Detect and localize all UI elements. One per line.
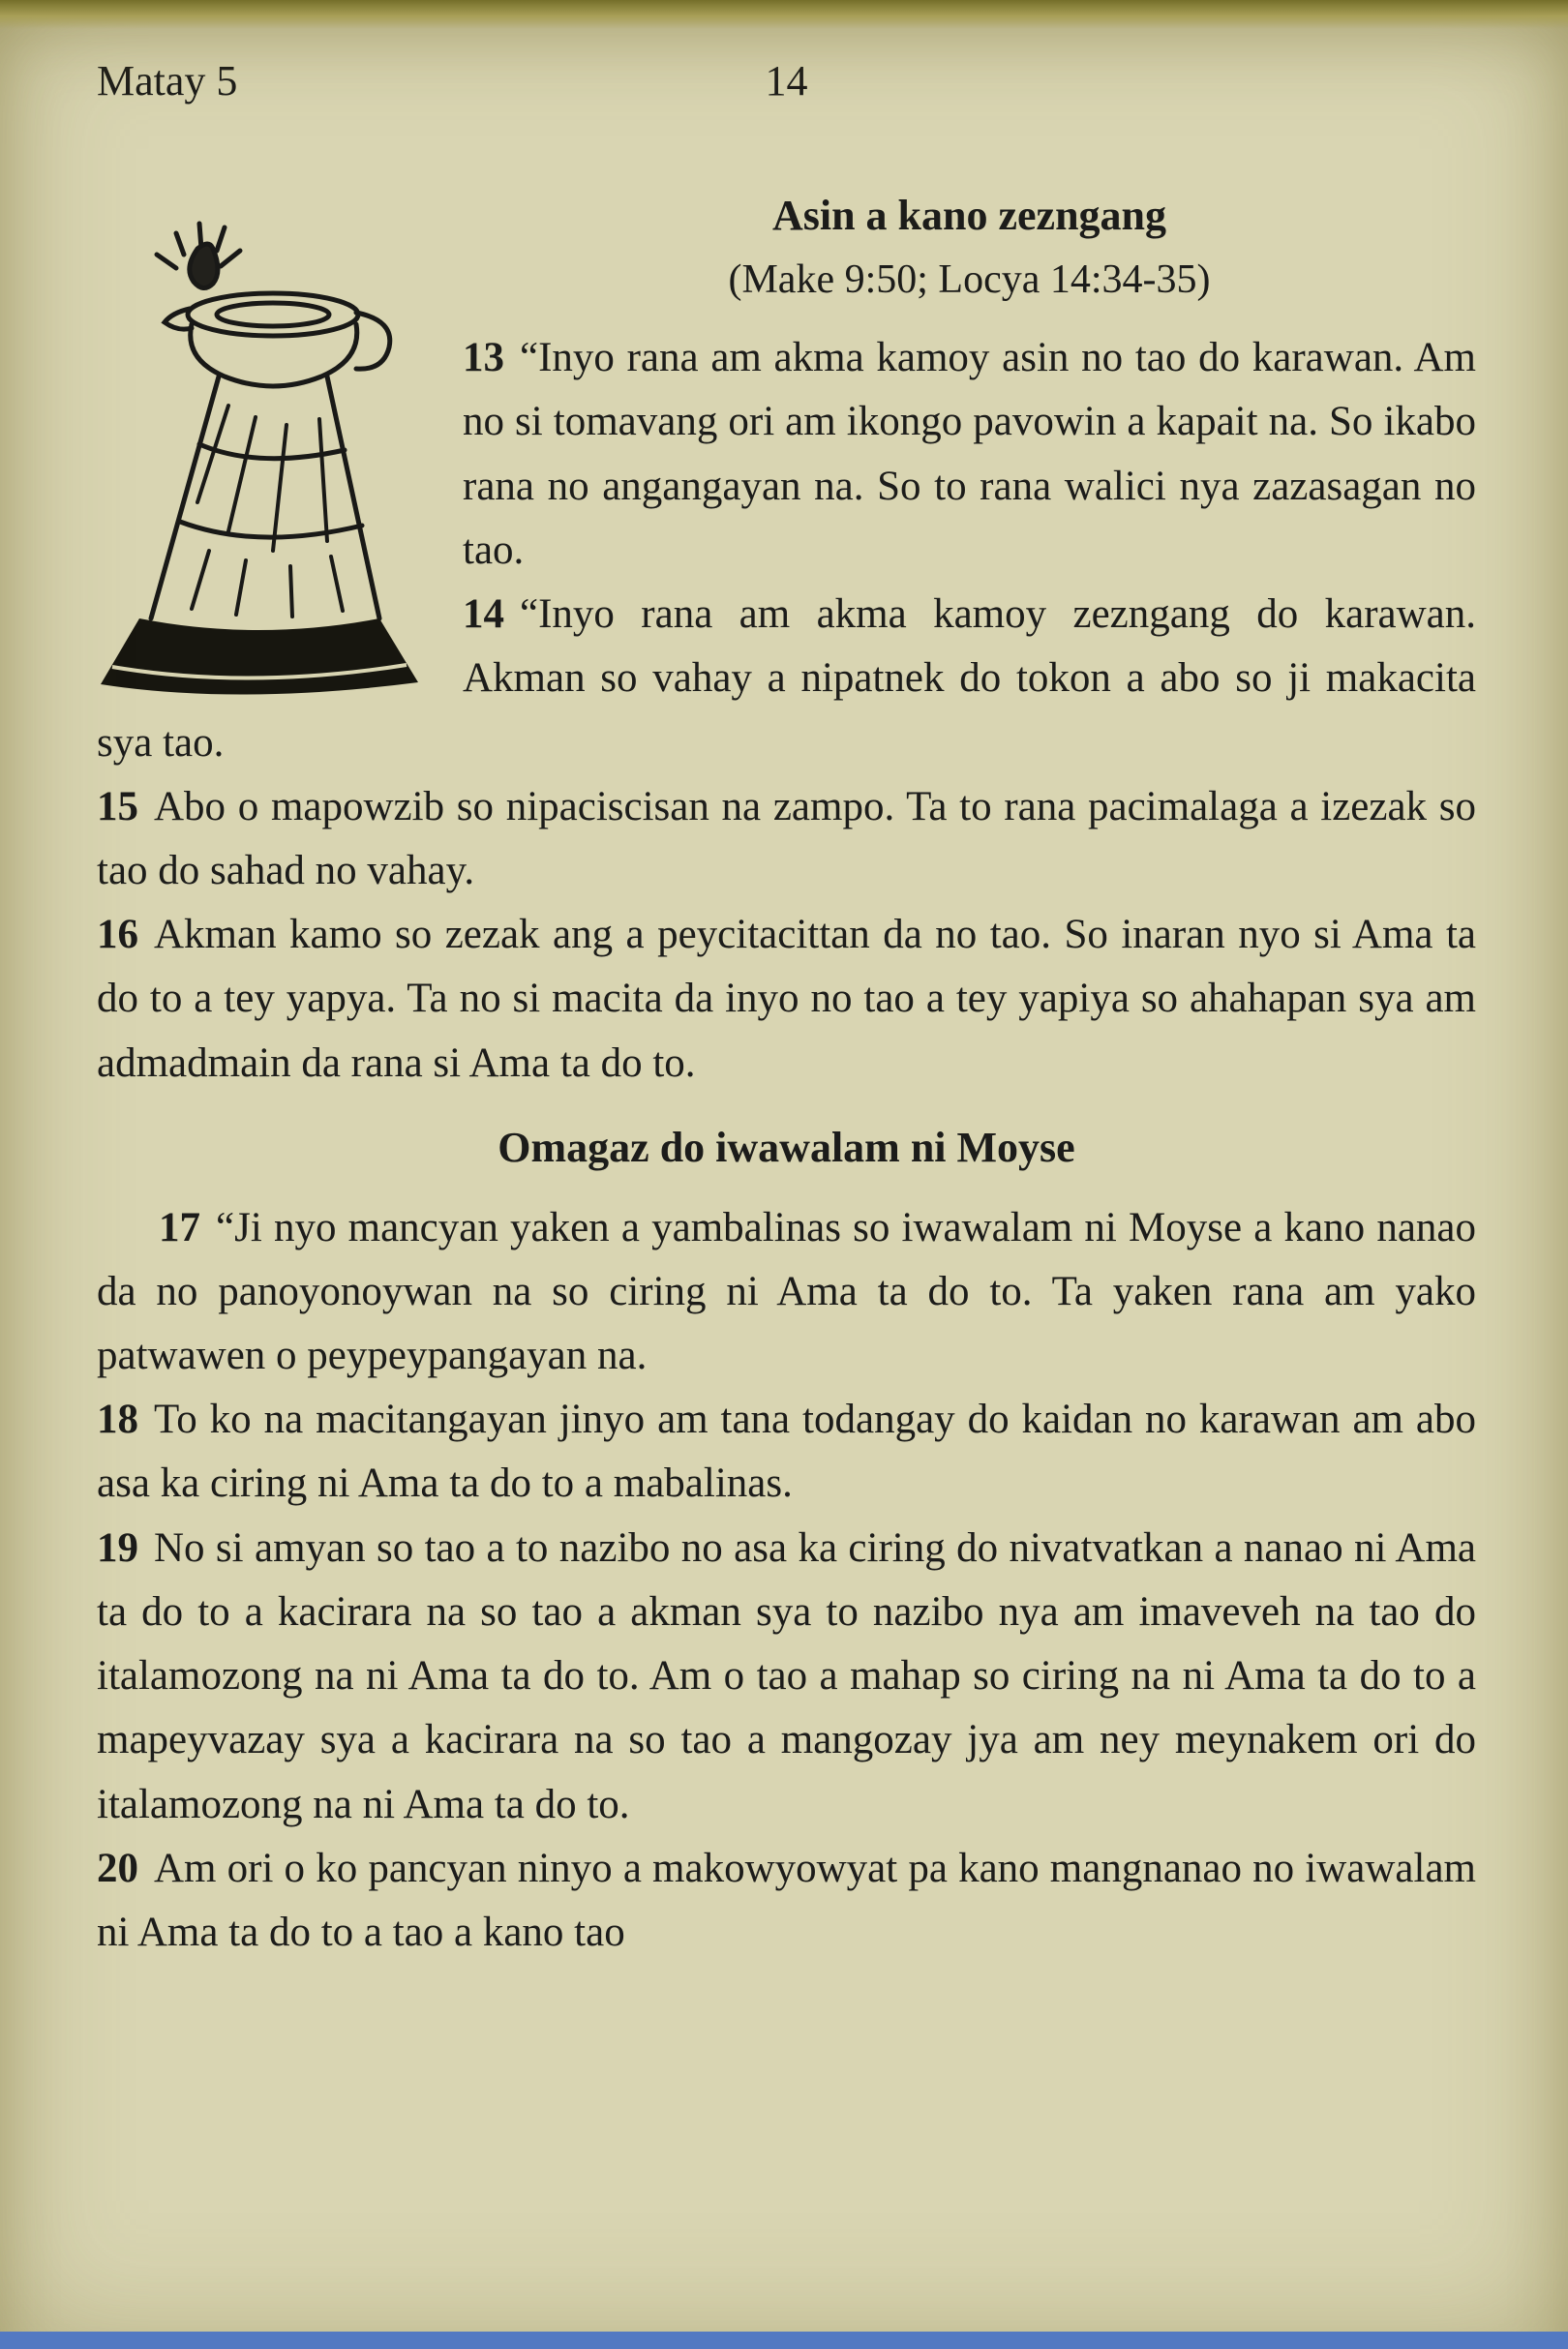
verse-number: 19	[97, 1524, 138, 1571]
running-head-title: Matay 5	[97, 57, 238, 105]
scripture-reference: (Make 9:50; Locya 14:34-35)	[728, 256, 1211, 302]
page-top-edge-band	[0, 0, 1568, 29]
verse-number: 18	[97, 1397, 138, 1443]
book-page	[97, 56, 1476, 1965]
verse-text: “Ji nyo mancyan yaken a yambalinas so iwawalam ni Moyse a kano nanao da no panoyonoywan na so ciring ni Ama ta do to. Ta yaken rana am yako patwawen o peypeypangayan na.	[97, 1204, 1476, 1379]
verse-text: Am ori o ko pancyan ninyo a makowyowyat pa kano mangnanao no iwawalam ni Ama ta do to a tao a kano tao	[97, 1845, 1476, 1955]
verse-text: “Inyo rana am akma kamoy zezngang do karawan. Akman so vahay a nipatnek do tokon a abo so ji makacita sya tao.	[97, 591, 1476, 766]
page-content	[97, 183, 1476, 1965]
verse-18	[97, 1388, 1476, 1516]
page-bottom-edge-band	[0, 2332, 1568, 2349]
verse-text: Akman kamo so zezak ang a peycitacittan da no tao. So inaran nyo si Ama ta do to a tey yapya. Ta no si macita da inyo no tao a tey yapiya so ahahapan sya am admadmain da rana si Ama ta do to.	[97, 912, 1476, 1086]
verse-19	[97, 1517, 1476, 1837]
page-number: 14	[765, 57, 808, 105]
verse-16	[97, 903, 1476, 1096]
verse-text: To ko na macitangayan jinyo am tana todangay do kaidan no karawan am abo asa ka ciring ni Ama ta do to a mabalinas.	[97, 1397, 1476, 1507]
section-heading-law-of-moses: Omagaz do iwawalam ni Moyse	[498, 1123, 1075, 1171]
verse-number: 15	[97, 783, 138, 829]
running-head	[97, 56, 1476, 107]
verse-number: 13	[463, 335, 504, 381]
running-head-spacer	[1021, 56, 1476, 107]
verse-number: 17	[159, 1204, 200, 1250]
verse-text: Abo o mapowzib so nipaciscisan na zampo. Ta to rana pacimalaga a izezak so tao do sahad no vahay.	[97, 783, 1476, 893]
section-heading-salt-and-light: Asin a kano zezngang	[771, 191, 1167, 239]
verse-number: 20	[97, 1845, 138, 1891]
verse-text: “Inyo rana am akma kamoy asin no tao do karawan. Am no si tomavang ori am ikongo pavowin a kapait na. So ikabo rana no angangayan na. So to rana walici nya zazasagan no tao.	[463, 335, 1476, 573]
verse-15	[97, 775, 1476, 903]
verse-17	[97, 1196, 1476, 1389]
verse-number: 16	[97, 912, 138, 958]
oil-lamp-drawing-icon	[83, 212, 451, 706]
oil-lamp-illustration	[97, 183, 445, 710]
verse-20	[97, 1837, 1476, 1965]
verse-number: 14	[463, 591, 504, 638]
verse-text: No si amyan so tao a to nazibo no asa ka ciring do nivatvatkan a nanao ni Ama ta do to a kacirara na so tao a akman sya to nazibo nya am imaveveh na tao do italamozong na ni Ama ta do to. Am o tao a mahap so ciring na ni Ama ta do to a mapeyvazay sya a kacirara na so tao a mangozay jya am ney meynakem ori do italamozong na ni Ama ta do to.	[97, 1524, 1476, 1827]
